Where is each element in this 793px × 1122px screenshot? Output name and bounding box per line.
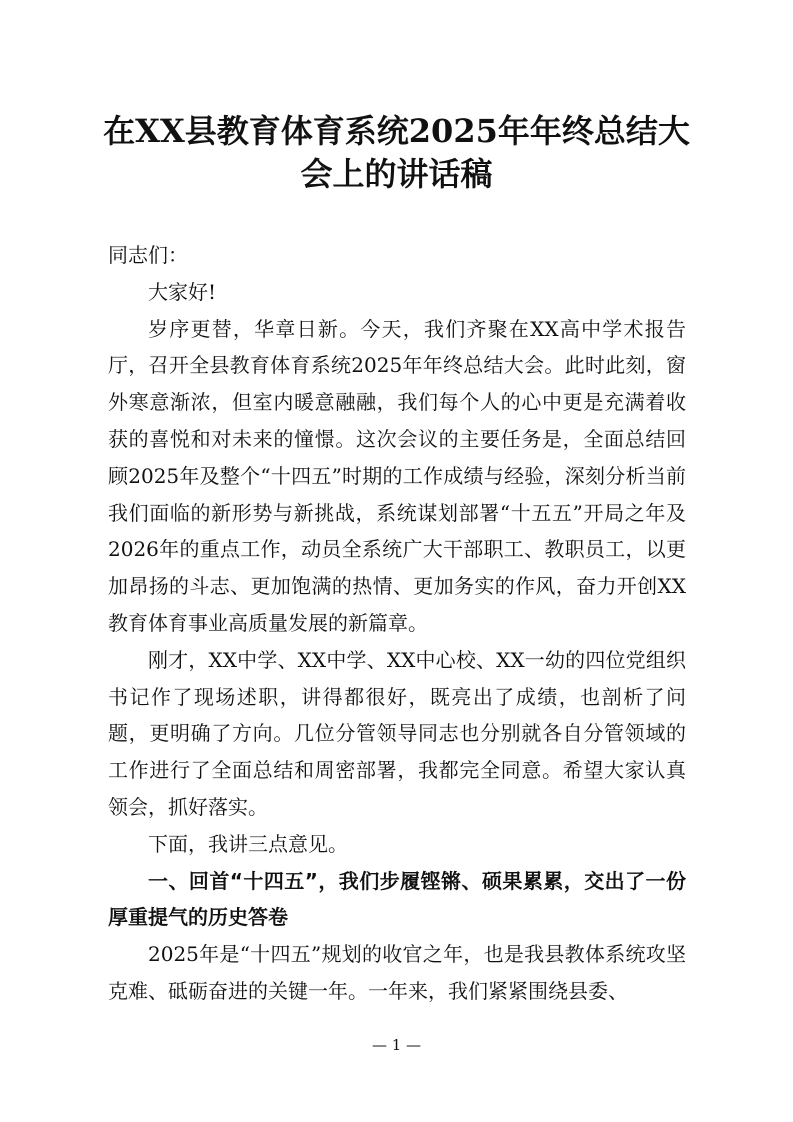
salutation: 同志们：: [108, 243, 188, 267]
document-body: [108, 237, 686, 1010]
title-line-1: 在XX县教育体育系统2025年年终总结大: [103, 112, 690, 150]
paragraph-reports: 刚才，XX中学、XX中学、XX中心校、XX一幼的四位党组织书记作了现场述职，讲得都很好，既亮出了成绩，也剖析了问题，更明确了方向。几位分管领导同志也分别就各自分管领域的工作进行了全面总结和周密部署，我都完全同意。希望大家认真领会，抓好落实。: [108, 647, 686, 819]
section-heading-1: 一、回首“十四五”，我们步履铿锵、硕果累累，交出了一份厚重提气的历史答卷: [108, 868, 686, 930]
paragraph-outline: 下面，我讲三点意见。: [148, 831, 348, 856]
document-title: [90, 110, 703, 196]
page-number: — 1 —: [371, 1036, 422, 1054]
title-line-2: 会上的讲话稿: [300, 155, 493, 193]
paragraph-opening: 岁序更替，华章日新。今天，我们齐聚在XX高中学术报告厅，召开全县教育体育系统2025年年终总结大会。此时此刻，窗外寒意渐浓，但室内暖意融融，我们每个人的心中更是充满着收获的喜悦和对未来的憧憬。这次会议的主要任务是，全面总结回顾2025年及整个“十四五”时期的工作成绩与经验，深刻分析当前我们面临的新形势与新挑战，系统谋划部署“十五五”开局之年及2026年的重点工作，动员全系统广大干部职工、教职员工，以更加昂扬的斗志、更加饱满的热情、更加务实的作风，奋力开创XX教育体育事业高质量发展的新篇章。: [108, 316, 686, 635]
greeting: 大家好!: [148, 279, 217, 304]
paragraph-section-1: 2025年是“十四五”规划的收官之年，也是我县教体系统攻坚克难、砥砺奋进的关键一年。一年来，我们紧紧围绕县委、: [108, 942, 686, 1003]
